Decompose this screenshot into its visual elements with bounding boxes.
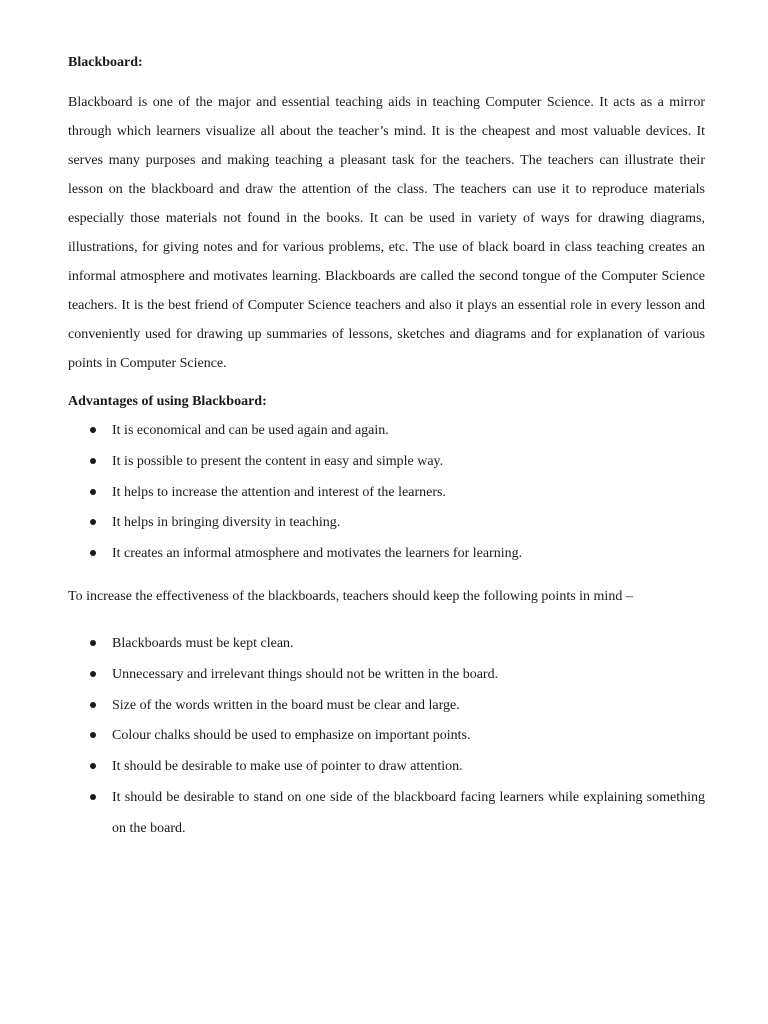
bullet-icon xyxy=(90,763,96,769)
bullet-icon xyxy=(90,519,96,525)
list-item xyxy=(68,783,705,845)
effectiveness-list xyxy=(68,629,705,845)
bullet-icon xyxy=(90,427,96,433)
effectiveness-intro: To increase the effectiveness of the blackboards, teachers should keep the following points in mind – xyxy=(68,588,633,604)
list-item-text: Unnecessary and irrelevant things should not be written in the board. xyxy=(112,666,499,682)
spacer xyxy=(68,570,705,582)
list-item-text: It creates an informal atmosphere and motivates the learners for learning. xyxy=(112,546,523,562)
list-item-text: Size of the words written in the board must be clear and large. xyxy=(112,697,460,713)
bullet-icon xyxy=(90,550,96,556)
list-item-text: It is possible to present the content in easy and simple way. xyxy=(112,453,444,469)
blackboard-paragraph: Blackboard is one of the major and essential teaching aids in teaching Computer Science. It acts as a mirror through which learners visualize all about the teacher’s mind. It is the cheapest and most valuable devices. It serves many purposes and making teaching a pleasant task for the teachers. The teachers can illustrate their lesson on the blackboard and draw the attention of the class. The teachers can use it to reproduce materials especially those materials not found in the books. It can be used in variety of ways for drawing diagrams, illustrations, for giving notes and for various problems, etc. The use of black board in class teaching creates an informal atmosphere and motivates learning. Blackboards are called the second tongue of the Computer Science teachers. It is the best friend of Computer Science teachers and also it plays an essential role in every lesson and conveniently used for drawing up summaries of lessons, sketches and diagrams and for explanation of various points in Computer Science. xyxy=(68,95,705,371)
advantages-list xyxy=(68,416,705,570)
spacer xyxy=(68,611,705,629)
list-item-text: Colour chalks should be used to emphasize on important points. xyxy=(112,728,471,744)
list-item xyxy=(68,691,705,722)
list-item xyxy=(68,721,705,752)
document-page xyxy=(68,48,705,845)
bullet-icon xyxy=(90,640,96,646)
list-item-text: It should be desirable to stand on one side of the blackboard facing learners while explaining something on the board. xyxy=(112,789,705,836)
list-item xyxy=(68,660,705,691)
list-item xyxy=(68,752,705,783)
list-item xyxy=(68,629,705,660)
advantages-heading: Advantages of using Blackboard: xyxy=(68,394,267,409)
bullet-icon xyxy=(90,794,96,800)
list-item-text: It helps in bringing diversity in teaching. xyxy=(112,515,341,531)
list-item xyxy=(68,416,705,447)
list-item xyxy=(68,539,705,570)
list-item-text: It helps to increase the attention and interest of the learners. xyxy=(112,484,446,500)
bullet-icon xyxy=(90,732,96,738)
list-item-text: It is economical and can be used again and again. xyxy=(112,423,389,438)
list-item-text: Blackboards must be kept clean. xyxy=(112,635,294,651)
bullet-icon xyxy=(90,489,96,495)
bullet-icon xyxy=(90,458,96,464)
list-item xyxy=(68,447,705,478)
bullet-icon xyxy=(90,702,96,708)
spacer xyxy=(68,378,705,387)
blackboard-heading: Blackboard: xyxy=(68,55,143,70)
list-item xyxy=(68,478,705,509)
bullet-icon xyxy=(90,671,96,677)
spacer xyxy=(68,77,705,88)
list-item xyxy=(68,508,705,539)
list-item-text: It should be desirable to make use of pointer to draw attention. xyxy=(112,759,463,775)
